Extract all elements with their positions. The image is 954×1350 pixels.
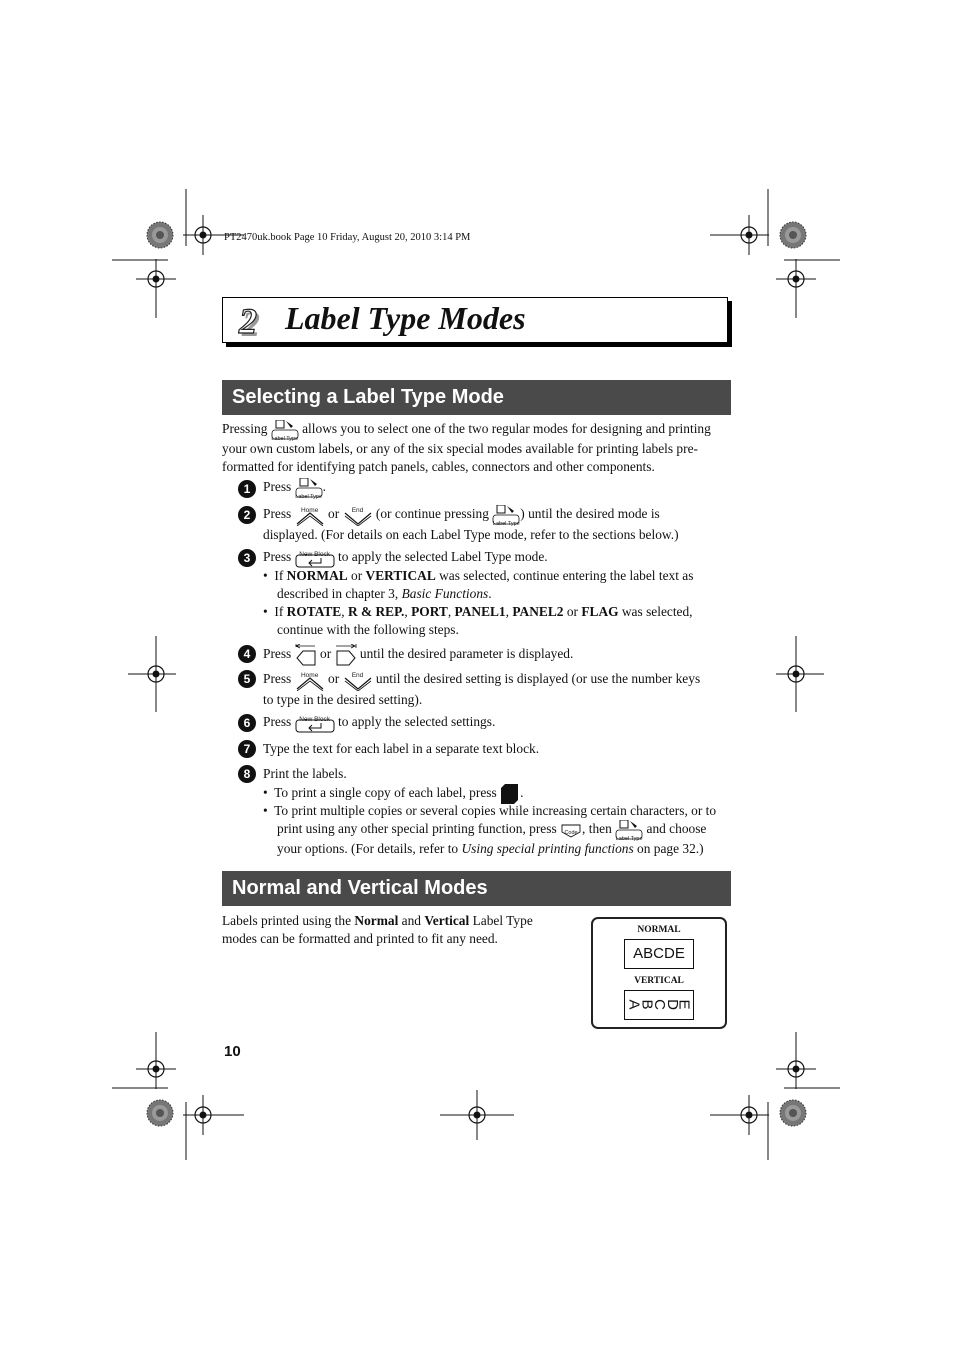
key-label: End	[351, 507, 364, 514]
page-number: 10	[224, 1043, 241, 1060]
key-label: Label Type	[295, 494, 323, 500]
text: ,	[404, 604, 408, 619]
label-type-key-icon	[295, 478, 323, 498]
new-block-enter-key-icon	[295, 713, 335, 733]
intro-text: allows you to select one of the two regular modes for designing and printing	[302, 421, 711, 437]
step-number-5: 5	[238, 670, 256, 688]
step-text: until the desired setting is displayed (or use the number keys	[375, 671, 701, 687]
step-text: Press	[263, 714, 292, 730]
text: To print multiple copies or several copies while increasing certain characters, or to	[274, 803, 717, 818]
step-number-6: 6	[238, 714, 256, 732]
intro-text: Pressing	[222, 421, 268, 437]
text: .	[520, 785, 524, 801]
text: on page 32.)	[637, 840, 704, 856]
new-block-enter-key-icon	[295, 548, 335, 568]
step-8-bullet-1: • To print a single copy of each label, press .	[263, 783, 523, 805]
end-down-key-icon	[343, 504, 373, 526]
step-text: (or continue pressing	[375, 506, 489, 522]
text: or	[566, 604, 578, 619]
step-text: ) until the desired mode is	[520, 506, 660, 522]
intro-text: formatted for identifying patch panels, cables, connectors and other components.	[222, 458, 655, 474]
step-text: Press	[263, 506, 292, 522]
mode-normal: NORMAL	[286, 568, 348, 583]
step-text: until the desired parameter is displayed.	[359, 646, 574, 662]
step-text: to apply the selected settings.	[338, 714, 496, 730]
step-3-text	[263, 548, 548, 568]
section-heading-selecting: Selecting a Label Type Mode	[222, 380, 731, 415]
text: ,	[341, 604, 345, 619]
step-3-bullet-2: • If ROTATE, R & REP., PORT, PANEL1, PANEL2 or FLAG was selected, continue with the following steps.	[263, 604, 693, 637]
text: If	[274, 568, 284, 583]
intro-paragraph	[222, 420, 732, 475]
step-number-3: 3	[238, 549, 256, 567]
step-number-1: 1	[238, 480, 256, 498]
step-number-8: 8	[238, 765, 256, 783]
label-type-key-icon	[271, 420, 299, 440]
step-text: displayed. (For details on each Label Type mode, refer to the sections below.)	[263, 527, 679, 542]
vertical-letter: B	[638, 999, 656, 1010]
key-label: Label Type	[271, 436, 299, 442]
step-7-text: Type the text for each label in a separate text block.	[263, 741, 540, 756]
text: Label Type	[472, 913, 533, 928]
end-down-key-icon	[343, 669, 373, 691]
text: ,	[505, 604, 509, 619]
text: Labels printed using the	[222, 913, 352, 928]
chapter-title: Label Type Modes	[285, 300, 526, 336]
step-number-2: 2	[238, 506, 256, 524]
section-heading-normal-vertical: Normal and Vertical Modes	[222, 871, 731, 906]
right-arrow-key-icon	[335, 644, 357, 666]
step-1-text	[263, 478, 326, 498]
vertical-letter: A	[625, 999, 643, 1010]
text: , then	[582, 820, 612, 836]
text: modes can be formatted and printed to fit any need.	[222, 930, 498, 946]
label-type-key-icon	[492, 505, 520, 525]
section2-paragraph	[222, 912, 582, 947]
text: and	[401, 913, 421, 928]
step-4-text	[263, 644, 573, 666]
key-label: Label Type	[615, 835, 643, 842]
mode-panel1: PANEL1	[454, 604, 506, 619]
step-text: Press	[263, 646, 292, 662]
key-label: New Block	[299, 551, 330, 558]
chapter-number: 2	[239, 301, 257, 341]
mode-panel2: PANEL2	[512, 604, 564, 619]
text: your options. (For details, refer to	[277, 840, 459, 856]
left-arrow-key-icon	[295, 644, 317, 666]
vertical-letter: E	[675, 999, 693, 1010]
normal-label-sample: ABCDE	[624, 939, 694, 969]
mode-vertical: Vertical	[424, 913, 470, 928]
key-label: New Block	[299, 716, 330, 723]
key-label: Home	[300, 672, 319, 679]
step-text: Press	[263, 549, 292, 565]
vertical-letter: D	[663, 999, 681, 1010]
home-up-key-icon	[295, 669, 325, 691]
home-up-key-icon	[295, 504, 325, 526]
step-5-text	[263, 669, 733, 709]
step-text: or	[328, 671, 340, 687]
key-label: Label Type	[492, 521, 520, 527]
text: If	[274, 604, 284, 619]
step-text: to apply the selected Label Type mode.	[338, 549, 548, 565]
normal-caption: NORMAL	[637, 925, 681, 935]
file-header: PT2470uk.book Page 10 Friday, August 20, 2010 3:14 PM	[224, 232, 471, 243]
chapter-ref: Basic Functions	[401, 585, 489, 601]
text: was selected,	[621, 604, 693, 619]
code-key-icon	[560, 822, 582, 838]
step-8-text: Print the labels.	[263, 766, 347, 781]
step-text: .	[322, 479, 326, 495]
step-6-text	[263, 713, 495, 733]
vertical-label-sample	[624, 990, 694, 1020]
mode-flag: FLAG	[581, 604, 619, 619]
mode-r-rep: R & REP.	[347, 604, 405, 619]
step-text: Press	[263, 671, 292, 687]
step-text: or	[320, 646, 332, 662]
vertical-letter: C	[650, 999, 668, 1010]
key-label: Home	[300, 507, 319, 514]
text: ,	[447, 604, 452, 619]
vertical-caption: VERTICAL	[634, 976, 684, 986]
step-number-7: 7	[238, 740, 256, 758]
text: print using any other special printing function, press	[277, 820, 557, 836]
text: .	[488, 585, 492, 601]
text: described in chapter 3,	[277, 585, 399, 601]
step-2-text	[263, 504, 733, 544]
step-text: or	[328, 506, 340, 522]
intro-text: your own custom labels, or any of the six special modes available for printing labels pre-	[222, 441, 698, 456]
label-mode-illustration	[591, 917, 727, 1029]
step-8-bullet-2: • To print multiple copies or several copies while increasing certain characters, or to print using any other special printing function, press Code , then Label Type and choose your options. (For details, refer to Using special printing functions on page 32.)	[263, 803, 717, 856]
text: and choose	[646, 820, 707, 836]
key-label: Code	[564, 829, 578, 836]
text: or	[351, 568, 363, 583]
text: continue with the following steps.	[277, 621, 459, 637]
mode-port: PORT	[411, 604, 448, 619]
step-text: Press	[263, 479, 292, 495]
mode-vertical: VERTICAL	[365, 568, 436, 583]
text: To print a single copy of each label, press	[274, 785, 497, 801]
chapter-heading	[222, 297, 728, 343]
text: was selected, continue entering the label text as	[439, 568, 694, 583]
mode-normal: Normal	[354, 913, 399, 928]
label-type-key-icon	[615, 820, 643, 840]
step-number-4: 4	[238, 645, 256, 663]
step-3-bullet-1: • If NORMAL or VERTICAL was selected, continue entering the label text as described in chapter 3, Basic Functions.	[263, 568, 694, 601]
key-label: End	[351, 672, 364, 679]
step-text: to type in the desired setting).	[263, 692, 423, 707]
mode-rotate: ROTATE	[286, 604, 342, 619]
cross-reference: Using special printing functions	[461, 840, 634, 856]
